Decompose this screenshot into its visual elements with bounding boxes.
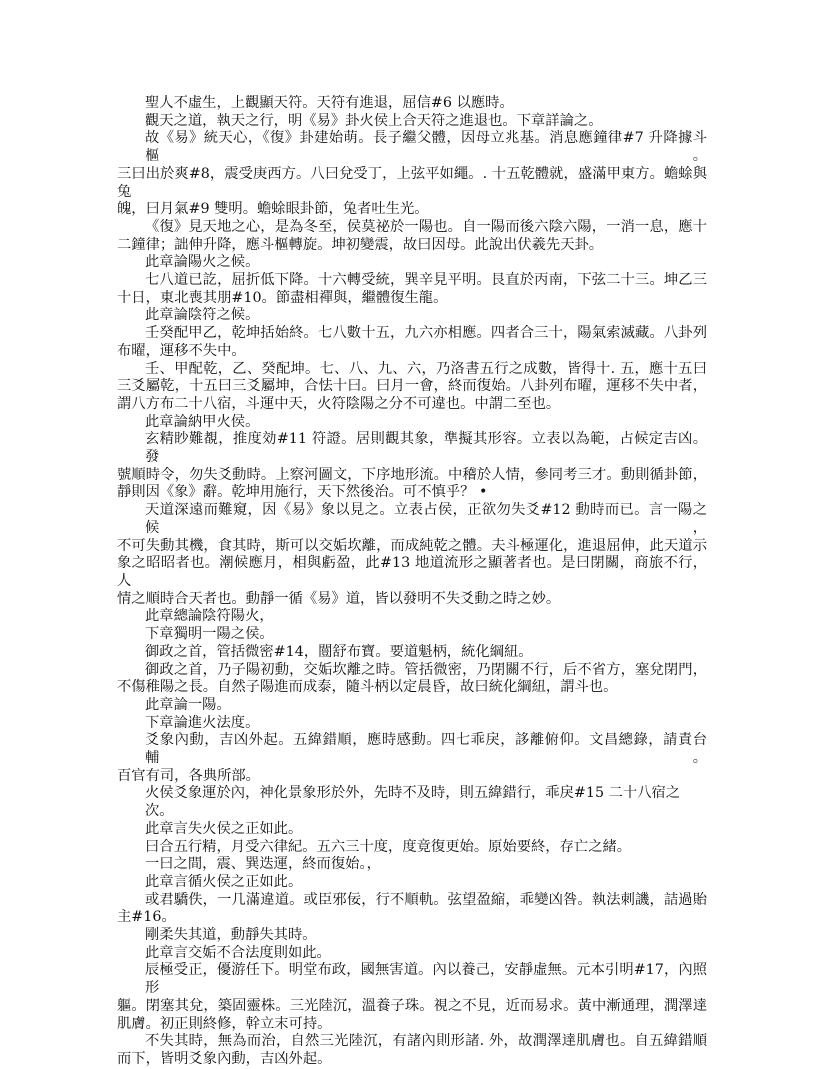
text-line: 此章言循火侯之正如此。 (145, 873, 303, 890)
paragraph (117, 219, 707, 254)
paragraph (117, 927, 707, 945)
text-line: 下章論進火法度。 (145, 714, 260, 731)
document-body (117, 95, 707, 1069)
paragraph (117, 1033, 707, 1068)
text-line: 一曰之間，震、巽迭運，終而復始。， (145, 856, 381, 873)
paragraph (117, 113, 707, 131)
text-line: 聖人不虛生，上觀顯天符。天符有進退，屈信#6 以應時。 (145, 95, 514, 111)
paragraph (117, 307, 707, 325)
paragraph (117, 821, 707, 839)
paragraph (117, 856, 707, 874)
paragraph (117, 732, 707, 785)
text-line: 二鐘律；詘伸升降，應斗樞轉旋。坤初變震，故曰因母。此說出伏羲先天卦。 (117, 236, 604, 253)
paragraph (117, 130, 707, 219)
paragraph (117, 325, 707, 360)
text-line: 此章言失火侯之正如此。 (145, 820, 303, 837)
text-line: 十日，東北喪其朋#10。節盡相禪與，繼體復生龍。 (117, 289, 448, 306)
text-line: 火侯爻象運於內，神化景象形於外，先時不及時，則五緯錯行，乖戾#15 二十八宿之次。 (145, 785, 681, 820)
text-line: 魄，曰月氣#9 雙明。蟾蜍眼卦節，兔者吐生光。 (117, 201, 429, 218)
text-line: 三爻屬乾，十五曰三爻屬坤，合怯十曰。曰月一會，終而復始。八卦列布曜，運移不失中者， (117, 378, 707, 395)
paragraph (117, 414, 707, 432)
text-line: 肌膚。初正則終修，幹立末可持。 (117, 1015, 332, 1032)
paragraph (117, 272, 707, 307)
paragraph (117, 431, 707, 502)
text-line: 三曰出於爽#8，震受庚西方。八曰兌受丁，上弦平如繩。. 十五乾體就，盛滿甲東方。蟾蜍與兔 (117, 165, 707, 200)
paragraph (117, 962, 707, 1033)
text-line: 下章獨明一陽之侯。 (145, 626, 274, 643)
text-line: 布曜，運移不失中。 (117, 342, 246, 359)
text-line: 玄精眇難覩，推度効#11 符證。居則觀其象，準擬其形容。立表以為範，占候定吉凶。發 (145, 431, 707, 466)
text-line: 象之昭昭者也。潮候應月，相與虧盈，此#13 地道流形之顯著者也。是曰閉關，商旅不行，人 (117, 555, 707, 589)
text-line: 剛柔失其道，動靜失其時。 (145, 927, 317, 944)
text-line: 御政之首，乃子陽初動，交姤坎離之時。管括微密，乃閉關不行，后不省方，塞兌閉門， (145, 661, 707, 678)
text-line: 此章言交姤不合法度則如此。 (145, 944, 331, 961)
text-line: 百官有司，各典所部。 (117, 767, 260, 784)
text-line: 爻象內動，吉凶外起。五緯錯順，應時感動。四七乖戾，誃離俯仰。文昌總錄，請責台輔。 (145, 732, 707, 767)
paragraph (117, 608, 707, 626)
text-line: 不傷稚陽之長。自然子陽進而成泰，隨斗柄以定晨昏，故曰統化綱紐，謂斗也。 (117, 679, 618, 696)
paragraph (117, 945, 707, 963)
paragraph (117, 502, 707, 608)
paragraph (117, 715, 707, 733)
text-line: 御政之首，管括微密#14，闓舒布寶。要道魁柄，統化綱紐。 (145, 643, 533, 660)
text-line: 壬、甲配乾，乙、癸配坤。七、八、九、六，乃洛書五行之成數，皆得十. 五，應十五曰 (145, 360, 707, 377)
text-line: 靜則因《象》辭。乾坤用施行，天下然後治。可不慎乎？ • (117, 484, 488, 501)
paragraph (117, 361, 707, 414)
text-line: 不可失動其機，食其時，斯可以交姤坎離，而成純乾之體。夫斗極運化，進退屈伸，此天道示 (117, 537, 707, 554)
text-line: 此章總論陰符陽火， (145, 608, 274, 625)
text-line: 天道深遠而難窺，因《易》象以見之。立表占侯，正欲勿失爻#12 動時而已。言一陽之候， (145, 502, 707, 536)
text-line: 而下，皆明爻象內動，吉凶外起。 (117, 1050, 332, 1067)
paragraph (117, 839, 707, 857)
text-line: 號順時令，勿失爻動時。上察河圖文，下序地形流。中稽於人情，參同考三才。動則循卦節， (117, 466, 707, 483)
text-line: 曰合五行精，月受六律紀。五六三十度，度竟復更始。原始要終，存亡之緒。 (145, 838, 632, 855)
paragraph (117, 892, 707, 927)
text-line: 或君驕佚，一几滿違道。或臣邪佞，行不順軌。弦望盈縮，乖變凶咎。執法刺譏，詰過貽 (145, 891, 707, 908)
paragraph (117, 644, 707, 662)
text-line: 此章論納甲火侯。 (145, 413, 260, 430)
text-line: 壬癸配甲乙，乾坤括始終。七八數十五，九六亦相應。四者合三十，陽氣索滅藏。八卦列 (145, 325, 707, 342)
text-line: 觀天之道，執天之行，明《易》卦火侯上合天符之進退也。下章詳論之。 (145, 112, 603, 129)
text-line: 七八道已訖，屈折低下降。十六轉受統，巽辛見平明。艮直於丙南，下弦二十三。坤乙三 (145, 272, 707, 289)
paragraph (117, 626, 707, 644)
text-line: 此章論陽火之候。 (145, 254, 260, 271)
text-line: 《復》見天地之心，是為冬至，侯莫祕於一陽也。自一陽而後六陰六陽，一消一息，應十 (145, 218, 707, 235)
paragraph (117, 874, 707, 892)
text-line: 不失其時，無為而治，自然三光陸沉，有諸內則形諸. 外，故潤澤達肌膚也。自五緯錯順 (145, 1033, 707, 1050)
text-line: 情之順時合天者也。動靜一循《易》道，皆以發明不失爻動之時之妙。 (117, 590, 561, 607)
text-line: 此章論陰符之候。 (145, 307, 260, 324)
paragraph (117, 697, 707, 715)
paragraph (117, 662, 707, 697)
text-line: 辰極受正，優游任下。明堂布政，國無害道。內以養己，安靜虛無。元本引明#17，內照形 (145, 962, 707, 997)
text-line: 主#16。 (117, 909, 176, 926)
text-line: 謂八方布二十八宿，斗運中天，火符陰陽之分不可違也。中謂二至也。 (117, 395, 561, 412)
paragraph (117, 785, 707, 820)
text-line: 此章論一陽。 (145, 696, 231, 713)
paragraph (117, 254, 707, 272)
text-line: 軀。閉塞其兌，築固靈株。三光陸沉，溫養子珠。視之不見，近而易求。黃中漸通理，潤澤達 (117, 997, 707, 1014)
text-line: 故《易》統天心，《復》卦建始萌。長子繼父體，因母立兆基。消息應鐘律#7 升降據斗樞。 (145, 130, 707, 165)
paragraph (117, 95, 707, 113)
